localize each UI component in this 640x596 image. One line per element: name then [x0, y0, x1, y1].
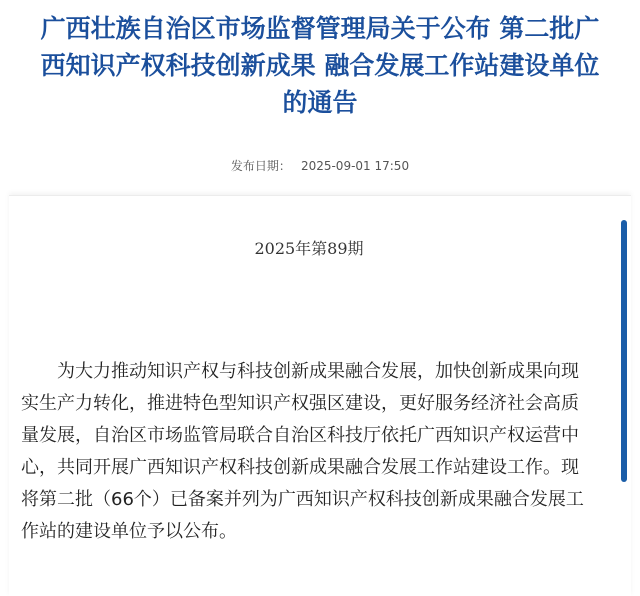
vertical-scrollbar[interactable] — [621, 220, 627, 482]
body-line: 心，共同开展广西知识产权科技创新成果融合发展工作站建设工作。现 — [21, 457, 579, 478]
article-body-paragraph — [21, 356, 613, 548]
article-title-line: 广西壮族自治区市场监督管理局关于公布 第二批广 — [40, 14, 600, 43]
body-line: 将第二批（66个）已备案并列为广西知识产权科技创新成果融合发展工 — [21, 489, 584, 510]
publish-date — [0, 157, 640, 174]
issue-number: 2025年第89期 — [254, 239, 364, 258]
article-title-line: 的通告 — [282, 88, 358, 117]
body-line: 量发展，自治区市场监管局联合自治区科技厅依托广西知识产权运营中 — [21, 425, 579, 446]
body-line: 为大力推动知识产权与科技创新成果融合发展，加快创新成果向现 — [57, 361, 579, 382]
publish-date-value: 2025-09-01 17:50 — [300, 159, 410, 173]
scrollbar-thumb[interactable] — [621, 220, 627, 482]
publish-date-label: 发布日期： — [230, 159, 291, 173]
body-line: 作站的建设单位予以公布。 — [21, 521, 237, 542]
article-title-line: 西知识产权科技创新成果 融合发展工作站建设单位 — [40, 51, 600, 80]
article-title — [10, 10, 630, 121]
body-line: 实生产力转化，推进特色型知识产权强区建设，更好服务经济社会高质 — [21, 393, 579, 414]
article-content-panel — [9, 195, 631, 596]
